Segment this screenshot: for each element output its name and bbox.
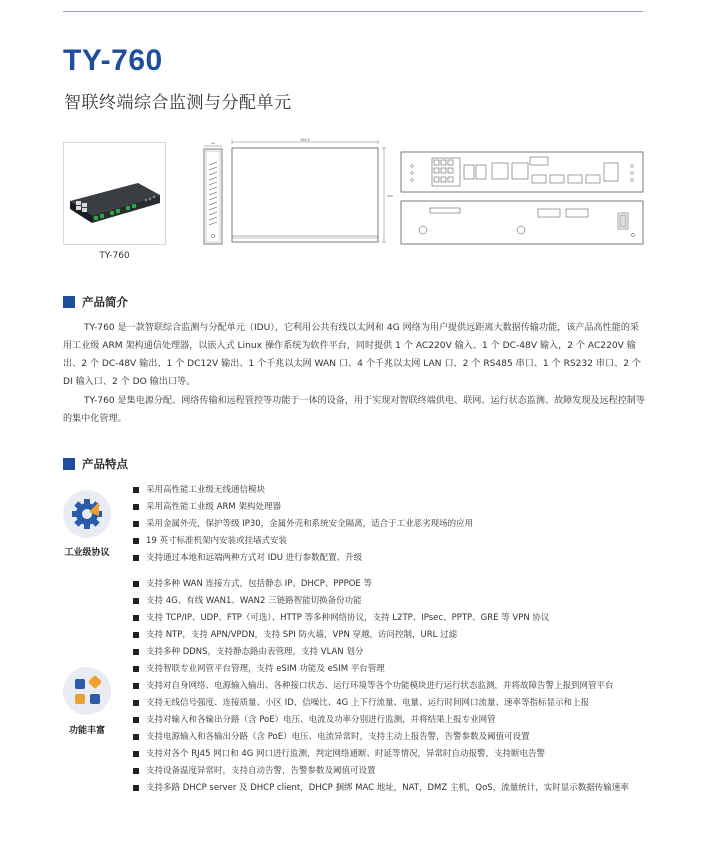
section-header-features <box>63 456 128 472</box>
gear-icon <box>63 490 111 538</box>
section-marker <box>63 458 75 470</box>
list-item: 支持无线信号强度、连接质量、小区 ID、信噪比、4G 上下行流量、电量、运行时间网口流量、速率等指标显示和上报 <box>133 695 648 712</box>
top-view-drawing <box>228 138 392 252</box>
svg-text:300: 300 <box>387 194 393 198</box>
feature-label-rich: 功能丰富 <box>68 726 105 736</box>
svg-text:44: 44 <box>211 141 215 146</box>
list-item: 支持电源输入和各输出分路（含 PoE）电压、电流异常时，支持主动上报告警，告警参数及阈值可设置 <box>133 729 648 746</box>
list-item: 采用金属外壳，保护等级 IP30，金属外壳和系统安全隔离，适合于工业恶劣现场的应用 <box>133 516 648 533</box>
section-header-intro <box>63 294 128 310</box>
list-item: 支持多种 WAN 连接方式，包括静态 IP、DHCP、PPPOE 等 <box>133 576 648 593</box>
list-item: 支持多种 DDNS，支持静态路由表管理，支持 VLAN 划分 <box>133 644 648 661</box>
list-item: 支持 TCP/IP、UDP、FTP（可选）、HTTP 等多种网络协议，支持 L2TP、IPsec、PPTP、GRE 等 VPN 协议 <box>133 610 648 627</box>
feature-list-rich <box>133 576 648 797</box>
front-panel-drawing <box>400 151 644 250</box>
product-subtitle: 智联终端综合监测与分配单元 <box>64 93 292 113</box>
side-view-drawing <box>198 141 228 251</box>
list-item: 支持设备温度异常时，支持自动告警，告警参数及阈值可设置 <box>133 763 648 780</box>
list-item: 采用高性能工业级无线通信模块 <box>133 482 648 499</box>
list-item: 支持通过本地和远端两种方式对 IDU 进行参数配置、升级 <box>133 550 648 567</box>
device-photo-image <box>64 143 165 244</box>
product-model-title: TY-760 <box>63 44 163 77</box>
list-item: 支持智联专业网管平台管理，支持 eSIM 功能及 eSIM 平台管理 <box>133 661 648 678</box>
product-photo <box>63 142 166 245</box>
list-item: 采用高性能工业级 ARM 架构处理器 <box>133 499 648 516</box>
feature-blocks-icon <box>63 667 111 715</box>
section-title-intro: 产品简介 <box>82 295 128 309</box>
top-rule <box>63 11 643 12</box>
intro-paragraph-1: TY-760 是一款智联综合监测与分配单元（IDU），它利用公共有线以太网和 4G 网络为用户提供远距离大数据传输功能，该产品高性能的采用工业级 ARM 架构通信处理器，以嵌入式 Linux 操作系统为软件平台，同时提供 1 个 AC220V 输入、1 个 DC-48V 输入，2 个 AC220V 输出、2 个 DC-48V 输出、1 个 DC12V 输出、1 个千兆以太网 WAN 口、4 个千兆以太网 LAN 口、2 个 RS485 串口、1 个 RS232 串口、2 个 DI 输入口、2 个 DO 输出口等。 <box>63 323 641 387</box>
feature-label-industrial: 工业级协议 <box>64 548 110 558</box>
list-item: 支持对各个 RJ45 网口和 4G 网口进行监测，判定网络通断、时延等情况，异常时自动报警，支持断电告警 <box>133 746 648 763</box>
list-item: 支持对自身网络、电源输入输出、各种接口状态、运行环境等各个功能模块进行运行状态监测，并将故障告警上报到网管平台 <box>133 678 648 695</box>
list-item: 支持 4G、有线 WAN1、WAN2 三链路智能切换备份功能 <box>133 593 648 610</box>
list-item: 19 英寸标准机架内安装或挂墙式安装 <box>133 533 648 550</box>
product-photo-caption: TY-760 <box>99 251 130 261</box>
list-item: 支持对输入和各输出分路（含 PoE）电压、电流及功率分别进行监测，并将结果上报专业网管 <box>133 712 648 729</box>
feature-list-industrial <box>133 482 648 567</box>
section-title-features: 产品特点 <box>82 457 128 471</box>
section-marker <box>63 296 75 308</box>
intro-paragraph-2: TY-760 是集电源分配、网络传输和远程管控等功能于一体的设备，用于实现对智联终端供电、联网、运行状态监测、故障发现及远程控制等的集中化管理。 <box>63 396 645 424</box>
list-item: 支持 NTP，支持 APN/VPDN，支持 SPI 防火墙，VPN 穿越，访问控制，URL 过滤 <box>133 627 648 644</box>
list-item: 支持多路 DHCP server 及 DHCP client，DHCP 捆绑 MAC 地址，NAT，DMZ 主机，QoS，流量统计，实时显示数据传输速率 <box>133 780 648 797</box>
svg-text:482.6: 482.6 <box>300 138 310 142</box>
